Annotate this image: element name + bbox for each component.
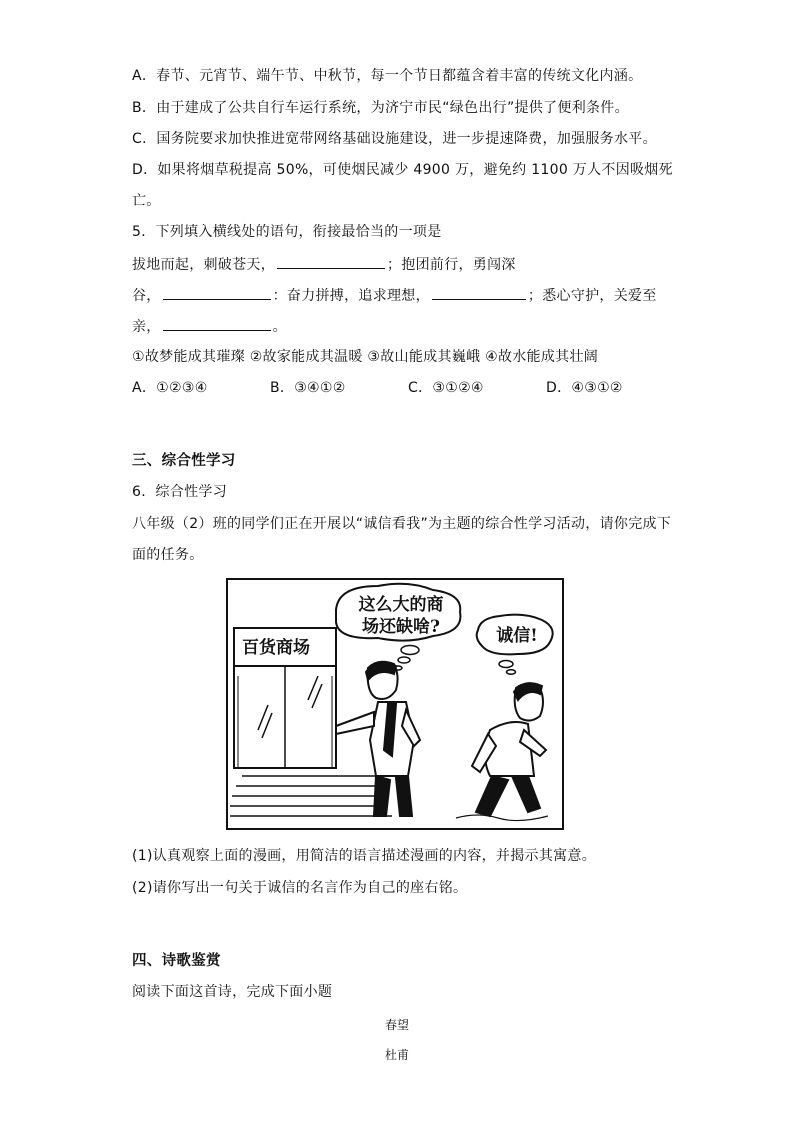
q6-task-1: (1)认真观察上面的漫画，用简洁的语言描述漫画的内容，并揭示其寓意。 [132,848,597,864]
q5-text: 谷， [132,288,161,304]
q4-option-b: B．由于建成了公共自行车运行系统，为济宁市民“绿色出行”提供了便利条件。 [132,100,629,116]
q6-label: 6．综合性学习 [132,484,228,500]
q5-text: ：奋力拼搏，追求理想， [272,288,430,304]
q5-answers [132,378,623,398]
q4-option-a: A．春节、元宵节、端午节、中秋节，每一个节日都蕴含着丰富的传统文化内涵。 [132,68,643,84]
bubble-left-line1: 这么大的商 [358,595,444,615]
q5-text: ；抱团前行，勇闯深 [387,257,516,273]
q5-passage-line2 [132,285,657,306]
q5-passage-line1 [132,254,516,275]
q6-task-2: (2)请你写出一句关于诚信的名言作为自己的座右铭。 [132,880,468,896]
q6-intro-line1: 八年级（2）班的同学们正在开展以“诚信看我”为主题的综合性学习活动，请你完成下 [132,516,672,532]
poem-author: 杜甫 [384,1048,409,1062]
section-4-title: 四、诗歌鉴赏 [132,953,221,969]
store-sign: 百货商场 [242,638,310,658]
q4-option-d-line2: 亡。 [132,193,161,209]
answer-option-a[interactable]: A．①②③④ [132,380,208,396]
section-4-intro: 阅读下面这首诗，完成下面小题 [132,984,333,1000]
bubble-left-text [344,594,458,638]
q6-intro-line2: 面的任务。 [132,547,204,563]
bubble-left-line2: 场还缺啥? [362,617,440,637]
answer-blank[interactable] [277,254,385,269]
answer-option-c[interactable]: C．③①②④ [408,380,484,396]
answer-blank[interactable] [163,316,271,331]
q5-text: 亲， [132,319,161,335]
q5-choices: ①故梦能成其璀璨 ②故家能成其温暖 ③故山能成其巍峨 ④故水能成其壮阔 [132,349,599,365]
q4-option-c: C．国务院要求加快推进宽带网络基础设施建设，进一步提速降费，加强服务水平。 [132,131,657,147]
q5-text: 。 [272,319,287,335]
man-walking [472,683,546,816]
q5-text: ；悉心守护，关爱至 [527,288,657,304]
answer-option-b[interactable]: B．③④①② [270,380,346,396]
answer-blank[interactable] [432,285,526,300]
q5-text: 拔地而起，刺破苍天， [132,257,275,273]
answer-option-d[interactable]: D．④③①② [546,380,623,396]
q5-passage-line3 [132,316,287,337]
bubble-right-text: 诚信! [496,626,538,646]
section-3-title: 三、综合性学习 [132,453,236,469]
man-pointing [336,662,420,816]
comic-illustration [226,578,564,830]
q4-option-d-line1: D．如果将烟草税提高 50%，可使烟民减少 4900 万，避免约 1100 万人不因吸烟死 [132,162,673,178]
q5-stem: 5．下列填入横线处的语句，衔接最恰当的一项是 [132,224,442,240]
answer-blank[interactable] [163,285,271,300]
poem-title: 春望 [384,1018,409,1032]
